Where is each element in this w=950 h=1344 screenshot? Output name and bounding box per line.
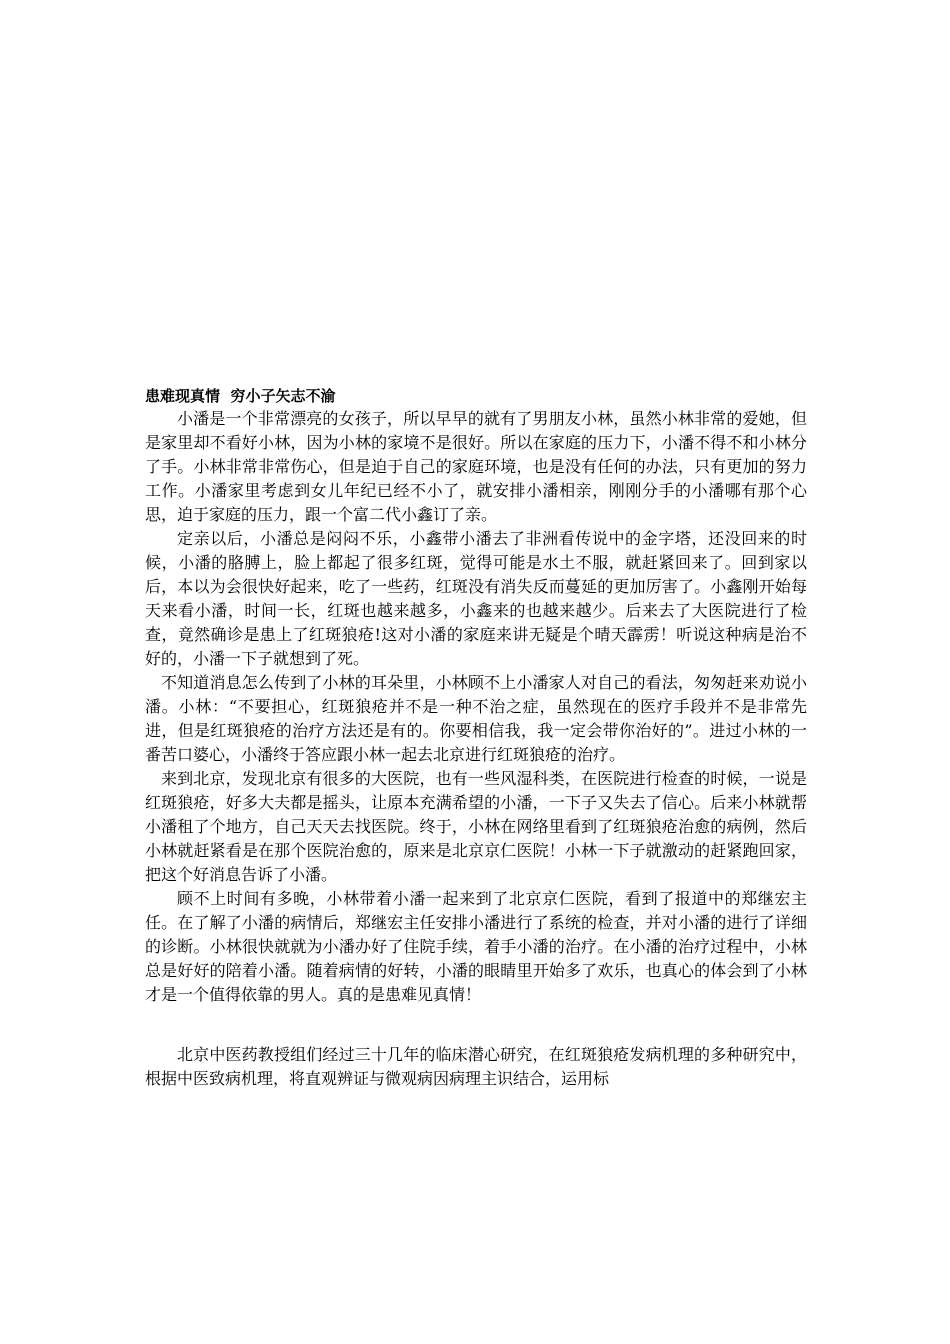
paragraph-3: 不知道消息怎么传到了小林的耳朵里，小林顾不上小潘家人对自己的看法，匆匆赶来劝说小潘。小林：“不要担心，红斑狼疮并不是一种不治之症，虽然现在的医疗手段并不是非常先进，但是红斑狼疮的治疗方法还是有的。你要相信我，我一定会带你治好的”。进过小林的一番苦口婆心，小潘终于答应跟小林一起去北京进行红斑狼疮的治疗。 (145, 673, 807, 764)
paragraph-5: 顾不上时间有多晚，小林带着小潘一起来到了北京京仁医院，看到了报道中的郑继宏主任。在了解了小潘的病情后，郑继宏主任安排小潘进行了系统的检查，并对小潘的进行了详细的诊断。小林很快就就为小潘办好了住院手续，着手小潘的治疗。在小潘的治疗过程中，小林总是好好的陪着小潘。随着病情的好转，小潘的眼睛里开始多了欢乐，也真心的体会到了小林才是一个值得依靠的男人。真的是患难见真情！ (145, 889, 807, 1004)
document-title: 患难现真情 穷小子矢志不渝 (145, 387, 336, 405)
paragraph-4: 来到北京，发现北京有很多的大医院，也有一些风湿科类，在医院进行检查的时候，一说是红斑狼疮，好多大夫都是摇头，让原本充满希望的小潘，一下子又失去了信心。后来小林就帮小潘租了个地方，自己天天去找医院。终于，小林在网络里看到了红斑狼疮治愈的病例，然后小林就赶紧看是在那个医院治愈的，原来是北京京仁医院！小林一下子就激动的赶紧跑回家，把这个好消息告诉了小潘。 (145, 769, 807, 884)
paragraph-gap (145, 1007, 807, 1043)
paragraph-6: 北京中医药教授组们经过三十几年的临床潜心研究，在红斑狼疮发病机理的多种研究中，根据中医致病机理，将直观辨证与微观病因病理主识结合，运用标 (145, 1045, 807, 1088)
paragraph-2: 定亲以后，小潘总是闷闷不乐，小鑫带小潘去了非洲看传说中的金字塔，还没回来的时候，小潘的胳膊上，脸上都起了很多红斑，觉得可能是水土不服，就赶紧回来了。回到家以后，本以为会很快好起来，吃了一些药，红斑没有消失反而蔓延的更加厉害了。小鑫刚开始每天来看小潘，时间一长，红斑也越来越多，小鑫来的也越来越少。后来去了大医院进行了检查，竟然确诊是患上了红斑狼疮!这对小潘的家庭来讲无疑是个晴天霹雳！听说这种病是治不好的，小潘一下子就想到了死。 (145, 529, 807, 668)
document-body (145, 385, 807, 1091)
paragraph-1: 小潘是一个非常漂亮的女孩子，所以早早的就有了男朋友小林，虽然小林非常的爱她，但是家里却不看好小林，因为小林的家境不是很好。所以在家庭的压力下，小潘不得不和小林分了手。小林非常非常伤心，但是迫于自己的家庭环境，也是没有任何的办法，只有更加的努力工作。小潘家里考虑到女儿年纪已经不小了，就安排小潘相亲，刚刚分手的小潘哪有那个心思，迫于家庭的压力，跟一个富二代小鑫订了亲。 (145, 409, 807, 524)
